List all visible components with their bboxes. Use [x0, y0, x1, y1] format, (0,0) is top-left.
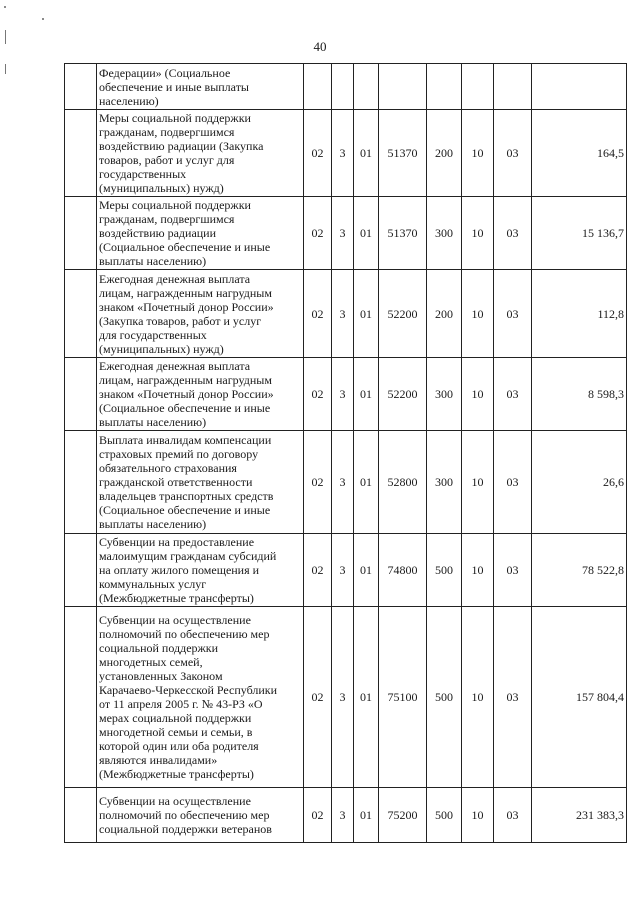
column-5-cell: 500: [427, 788, 462, 843]
description-line: Субвенции на осуществление: [99, 613, 251, 627]
description-line: установленных Законом: [99, 669, 223, 683]
amount-cell: 8 598,3: [532, 358, 627, 431]
column-1-cell: 02: [304, 431, 332, 534]
description-line: для государственных: [99, 327, 207, 342]
description-line: гражданам, подвергшимся: [99, 125, 235, 139]
description-line: воздействию радиации (Закупка: [99, 139, 264, 153]
column-3-cell: 01: [354, 110, 379, 197]
description-line: Субвенции на осуществление: [99, 794, 251, 808]
column-1-cell: 02: [304, 788, 332, 843]
description-line: (Межбюджетные трансферты): [99, 767, 254, 781]
column-7-cell: [494, 64, 532, 110]
row-description: [97, 110, 304, 197]
amount-cell: 112,8: [532, 270, 627, 358]
page-number: 40: [313, 39, 327, 54]
description-line: обеспечение и иные выплаты: [99, 79, 249, 94]
empty-cell: [65, 431, 97, 534]
description-line: Выплата инвалидам компенсации: [99, 433, 272, 447]
description-line: от 11 апреля 2005 г. № 43-РЗ «О: [99, 697, 263, 711]
column-5-cell: 300: [427, 197, 462, 270]
description-line: которой один или оба родителя: [99, 739, 259, 753]
scan-mark: [4, 6, 6, 8]
column-5-cell: 300: [427, 431, 462, 534]
column-4-cell: 52200: [379, 270, 427, 358]
table-row: [65, 431, 627, 534]
column-2-cell: 3: [332, 197, 354, 270]
description-line: знаком «Почетный донор России»: [99, 299, 274, 314]
row-description: [97, 358, 304, 431]
table-row: [65, 270, 627, 358]
amount-cell: 164,5: [532, 110, 627, 197]
description-line: (Межбюджетные трансферты): [99, 591, 254, 605]
description-line: многодетной семьи и семьи, в: [99, 725, 253, 739]
description-line: воздействию радиации: [99, 226, 217, 240]
column-2-cell: 3: [332, 270, 354, 358]
table-row: [65, 788, 627, 843]
description-line: (муниципальных) нужд): [99, 341, 224, 356]
description-line: страховых премий по договору: [99, 447, 259, 461]
table-row: [65, 110, 627, 197]
description-line: товаров, работ и услуг для: [99, 153, 235, 167]
empty-cell: [65, 358, 97, 431]
row-description: [97, 607, 304, 788]
table-row: [65, 358, 627, 431]
empty-cell: [65, 270, 97, 358]
description-line: выплаты населению): [99, 517, 207, 531]
description-line: (Социальное обеспечение и иные: [99, 401, 271, 415]
column-5-cell: [427, 64, 462, 110]
table-row: [65, 64, 627, 110]
column-4-cell: [379, 64, 427, 110]
amount-cell: 78 522,8: [532, 534, 627, 607]
budget-table: [64, 63, 627, 843]
description-line: социальной поддержки: [99, 641, 219, 655]
description-line: Карачаево-Черкесской Республики: [99, 683, 278, 697]
column-5-cell: 300: [427, 358, 462, 431]
description-line: коммунальных услуг: [99, 577, 207, 591]
table-body: [65, 64, 627, 843]
column-6-cell: [462, 64, 494, 110]
scan-mark: [5, 64, 6, 74]
scan-mark: [42, 18, 44, 20]
column-7-cell: 03: [494, 431, 532, 534]
column-6-cell: 10: [462, 110, 494, 197]
column-2-cell: 3: [332, 431, 354, 534]
description-line: Федерации» (Социальное: [99, 65, 231, 80]
column-2-cell: [332, 64, 354, 110]
column-6-cell: 10: [462, 197, 494, 270]
column-1-cell: 02: [304, 358, 332, 431]
description-line: лицам, награжденным нагрудным: [99, 373, 272, 387]
description-line: являются инвалидами»: [99, 753, 218, 767]
description-line: знаком «Почетный донор России»: [99, 387, 274, 401]
column-1-cell: 02: [304, 110, 332, 197]
row-description: [97, 270, 304, 358]
empty-cell: [65, 788, 97, 843]
amount-cell: 231 383,3: [532, 788, 627, 843]
column-4-cell: 75200: [379, 788, 427, 843]
column-3-cell: 01: [354, 534, 379, 607]
column-4-cell: 74800: [379, 534, 427, 607]
column-3-cell: 01: [354, 431, 379, 534]
table-row: [65, 607, 627, 788]
column-5-cell: 200: [427, 110, 462, 197]
column-2-cell: 3: [332, 534, 354, 607]
description-line: обязательного страхования: [99, 461, 237, 475]
empty-cell: [65, 110, 97, 197]
row-description: [97, 534, 304, 607]
column-3-cell: 01: [354, 607, 379, 788]
description-line: мерах социальной поддержки: [99, 711, 252, 725]
column-7-cell: 03: [494, 788, 532, 843]
empty-cell: [65, 64, 97, 110]
column-1-cell: 02: [304, 197, 332, 270]
column-4-cell: 51370: [379, 110, 427, 197]
row-description: [97, 431, 304, 534]
column-1-cell: 02: [304, 607, 332, 788]
table-row: [65, 534, 627, 607]
description-line: Ежегодная денежная выплата: [99, 271, 251, 286]
description-line: многодетных семей,: [99, 655, 203, 669]
column-6-cell: 10: [462, 270, 494, 358]
description-line: выплаты населению): [99, 415, 207, 429]
column-6-cell: 10: [462, 607, 494, 788]
description-line: Меры социальной поддержки: [99, 198, 251, 212]
column-7-cell: 03: [494, 270, 532, 358]
table-row: [65, 197, 627, 270]
description-line: (Социальное обеспечение и иные: [99, 240, 271, 254]
column-6-cell: 10: [462, 431, 494, 534]
description-line: (Социальное обеспечение и иные: [99, 503, 271, 517]
description-line: государственных: [99, 167, 187, 181]
description-line: на оплату жилого помещения и: [99, 563, 260, 577]
column-3-cell: 01: [354, 788, 379, 843]
description-line: социальной поддержки ветеранов: [99, 822, 272, 836]
description-line: (муниципальных) нужд): [99, 181, 224, 195]
amount-cell: 26,6: [532, 431, 627, 534]
description-line: населению): [99, 93, 159, 108]
empty-cell: [65, 197, 97, 270]
column-4-cell: 52200: [379, 358, 427, 431]
empty-cell: [65, 607, 97, 788]
description-line: полномочий по обеспечению мер: [99, 808, 270, 822]
amount-cell: 15 136,7: [532, 197, 627, 270]
column-2-cell: 3: [332, 358, 354, 431]
column-4-cell: 52800: [379, 431, 427, 534]
column-4-cell: 51370: [379, 197, 427, 270]
column-7-cell: 03: [494, 197, 532, 270]
column-5-cell: 500: [427, 534, 462, 607]
row-description: [97, 64, 304, 110]
column-5-cell: 200: [427, 270, 462, 358]
description-line: Меры социальной поддержки: [99, 111, 251, 125]
column-6-cell: 10: [462, 534, 494, 607]
amount-cell: 157 804,4: [532, 607, 627, 788]
description-line: выплаты населению): [99, 254, 207, 268]
column-1-cell: 02: [304, 270, 332, 358]
column-1-cell: [304, 64, 332, 110]
description-line: владельцев транспортных средств: [99, 489, 274, 503]
column-5-cell: 500: [427, 607, 462, 788]
description-line: малоимущим гражданам субсидий: [99, 549, 277, 563]
column-7-cell: 03: [494, 358, 532, 431]
column-3-cell: 01: [354, 270, 379, 358]
column-3-cell: 01: [354, 197, 379, 270]
column-7-cell: 03: [494, 607, 532, 788]
column-7-cell: 03: [494, 534, 532, 607]
description-line: полномочий по обеспечению мер: [99, 627, 270, 641]
empty-cell: [65, 534, 97, 607]
column-2-cell: 3: [332, 607, 354, 788]
column-4-cell: 75100: [379, 607, 427, 788]
description-line: Ежегодная денежная выплата: [99, 359, 251, 373]
row-description: [97, 788, 304, 843]
description-line: Субвенции на предоставление: [99, 535, 255, 549]
column-1-cell: 02: [304, 534, 332, 607]
description-line: гражданам, подвергшимся: [99, 212, 235, 226]
column-7-cell: 03: [494, 110, 532, 197]
column-3-cell: 01: [354, 358, 379, 431]
row-description: [97, 197, 304, 270]
column-3-cell: [354, 64, 379, 110]
column-2-cell: 3: [332, 110, 354, 197]
amount-cell: [532, 64, 627, 110]
column-6-cell: 10: [462, 358, 494, 431]
description-line: гражданской ответственности: [99, 475, 253, 489]
description-line: лицам, награжденным нагрудным: [99, 285, 272, 300]
description-line: (Закупка товаров, работ и услуг: [99, 313, 262, 328]
column-6-cell: 10: [462, 788, 494, 843]
column-2-cell: 3: [332, 788, 354, 843]
